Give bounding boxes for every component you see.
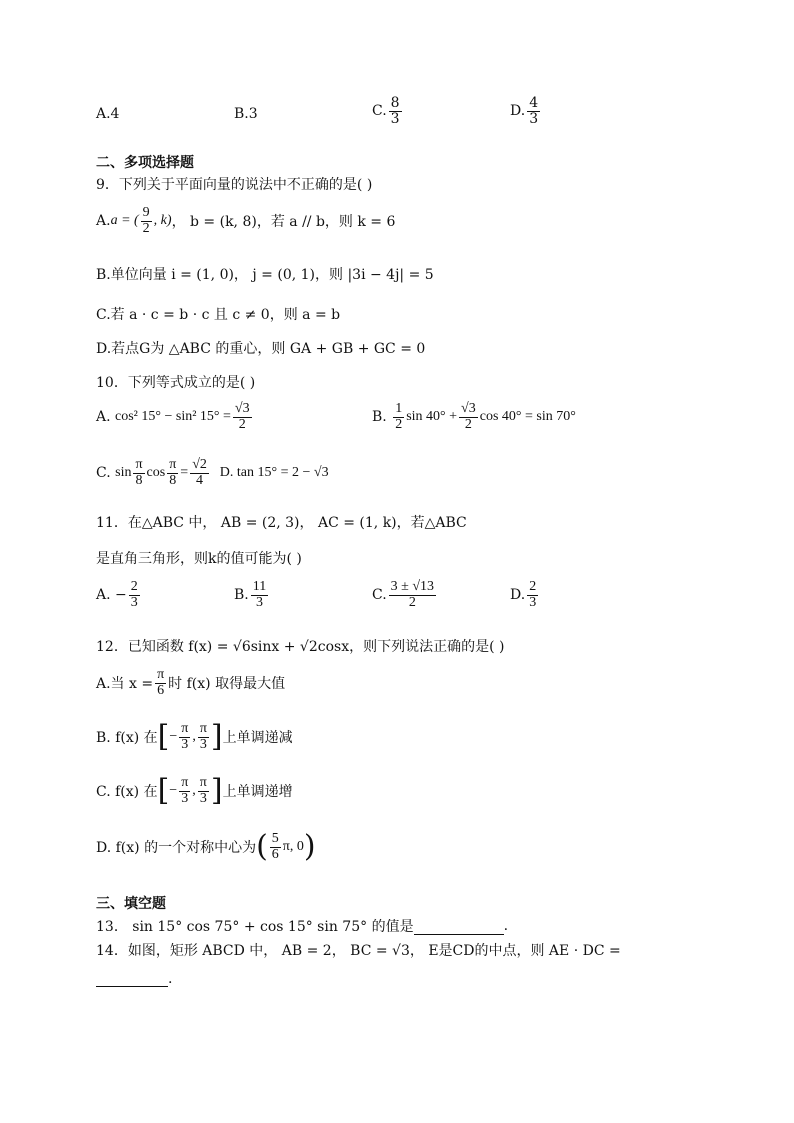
question-13: 13． sin 15° cos 75° + cos 15° sin 75° 的值是 . [96,918,509,935]
question-11-option-d: D. $\frac{2}{3}$ [510,579,537,610]
fraction: $\frac{√2}{4}$ [192,457,207,488]
fraction: $\frac{5}{6}$ [271,831,279,862]
question-11-option-c: C. $\frac{3 \pm √13}{2}$ [372,579,435,610]
fraction: $\frac{\pi}{8}$ [169,457,177,488]
fraction: $\frac{11}{3}$ [252,579,267,610]
fraction: $\frac{8}{3}$ [390,95,400,127]
fraction: $\frac{\pi}{3}$ [199,775,207,806]
question-11-option-b: B. $\frac{11}{3}$ [234,579,267,610]
question-12-option-a: A.当 x = $\frac{\pi}{6}$ 时 f(x) 取得最大值 [96,667,286,698]
q8-option-c: C. $\frac{8}{3}$ [372,95,400,127]
fraction: $\frac{9}{2}$ [142,205,150,236]
q8-option-a: A.4 [96,106,120,122]
question-11-stem-line2: 是直角三角形，则k的值可能为( ) [96,551,302,567]
answer-blank[interactable] [96,970,168,987]
question-11-stem-line1: 11．在△ABC 中， AB = (2, 3)， AC = (1, k)，若△ABC [96,515,467,531]
question-9-option-d: D.若点G为 △ABC 的重心，则 GA + GB + GC = 0 [96,341,426,357]
fraction: $\frac{√3}{2}$ [234,401,250,432]
question-9-option-b: B.单位向量 i = (1, 0)， j = (0, 1)，则 |3i − 4j| = 5 [96,267,434,283]
question-9-option-a: A. a = ( $\frac{9}{2}$ , k) ， b = (k, 8)，若 a // b，则 k = 6 [96,205,396,236]
question-12-option-b: B. f(x) 在 [ − $\frac{\pi}{3}$ , $\frac{\pi}{3}$ ] 上单调递减 [96,719,293,755]
q8-option-b: B.3 [234,106,258,122]
fraction: $\frac{\pi}{3}$ [181,721,189,752]
question-9-option-c: C.若 a · c = b · c 且 c ≠ 0，则 a = b [96,307,341,323]
fraction: $\frac{3 \pm √13}{2}$ [390,579,435,610]
fraction: $\frac{\pi}{8}$ [135,457,143,488]
answer-blank[interactable] [414,918,504,935]
fraction: $\frac{4}{3}$ [529,95,539,127]
fraction: $\frac{2}{3}$ [529,579,537,610]
question-9-stem: 9．下列关于平面向量的说法中不正确的是( ) [96,177,373,193]
question-12-option-d: D. f(x) 的一个对称中心为 ( $\frac{5}{6}$ π, 0 ) [96,829,316,865]
fraction: $\frac{1}{2}$ [395,401,403,432]
section-heading-multiple-choice: 二、多项选择题 [96,155,194,171]
question-11-option-a: A. − $\frac{2}{3}$ [96,579,138,610]
question-12-option-c: C. f(x) 在 [ − $\frac{\pi}{3}$ , $\frac{\pi}{3}$ ] 上单调递增 [96,773,293,809]
fraction: $\frac{√3}{2}$ [461,401,476,432]
q8-option-d: D. $\frac{4}{3}$ [510,95,539,127]
section-heading-fill-in: 三、填空题 [96,896,166,912]
question-14-answer-line: . [96,970,172,987]
question-10-option-a: A. cos² 15° − sin² 15° = $\frac{√3}{2}$ [96,401,250,432]
question-10-option-c: C. sin $\frac{\pi}{8}$ cos $\frac{\pi}{8}$ = $\frac{√2}{4}$ D. tan 15° = 2 − √3 [96,457,329,488]
question-14: 14．如图，矩形 ABCD 中， AB = 2， BC = √3， E是CD的中点，则 AE · DC = [96,943,621,959]
fraction: $\frac{\pi}{3}$ [199,721,207,752]
fraction: $\frac{\pi}{3}$ [181,775,189,806]
question-10-option-b: B. $\frac{1}{2}$ sin 40° + $\frac{√3}{2}$ cos 40° = sin 70° [372,401,576,432]
question-10-stem: 10．下列等式成立的是( ) [96,375,256,391]
fraction: $\frac{\pi}{6}$ [157,667,165,698]
fraction: $\frac{2}{3}$ [130,579,138,610]
question-12-stem: 12．已知函数 f(x) = √6sinx + √2cosx，则下列说法正确的是( ) [96,639,505,655]
